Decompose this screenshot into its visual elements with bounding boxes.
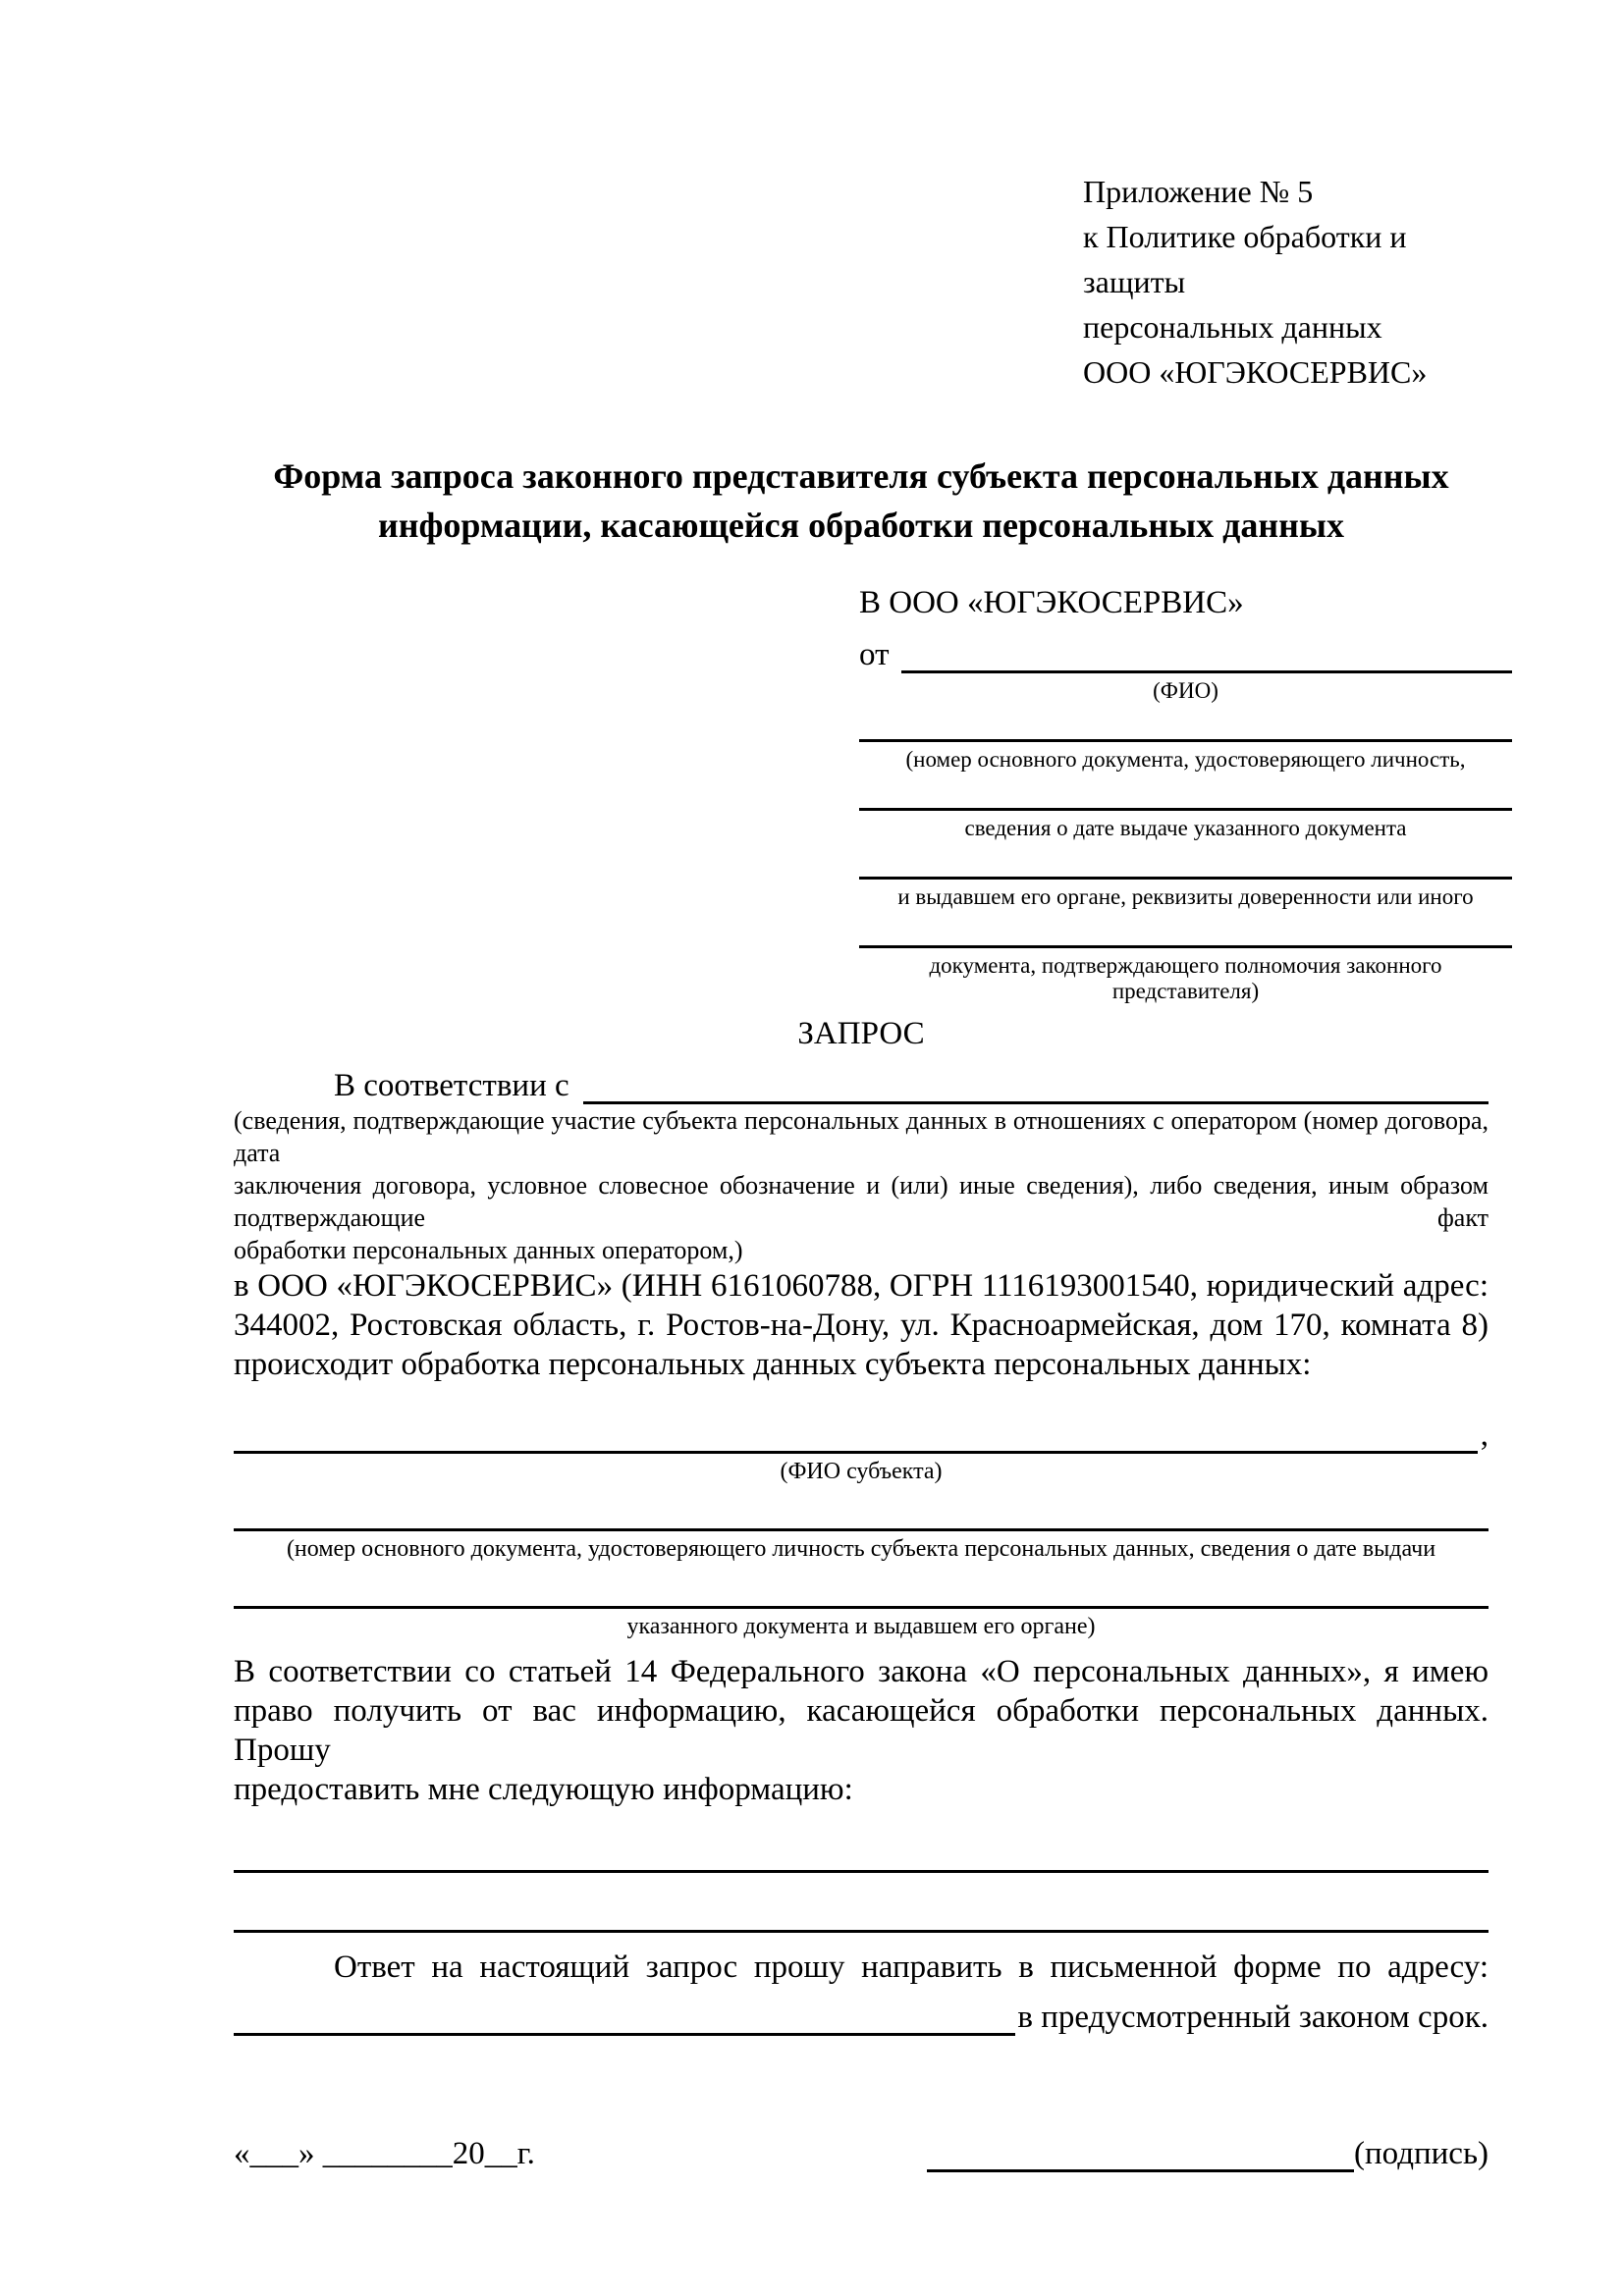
- address-fill-line: [234, 1992, 1015, 2036]
- request-heading: ЗАПРОС: [797, 1016, 925, 1051]
- intro-note-line: (сведения, подтверждающие участие субъекта персональных данных в отношениях с оператором (номер договора, дата: [234, 1106, 1489, 1167]
- page-content: [234, 0, 1489, 2172]
- intro-note-line: заключения договора, условное словесное обозначение и (или) иные сведения), либо сведения, иным образом подтверждающие факт: [234, 1171, 1489, 1232]
- subject-doc-caption: (номер основного документа, удостоверяющего личность субъекта персональных данных, сведения о дате выдачи: [286, 1536, 1436, 1562]
- doc-caption: и выдавшем его органе, реквизиты доверенности или иного: [897, 884, 1474, 909]
- subject-fio-fill-line: [234, 1406, 1478, 1454]
- subject-fio-caption: (ФИО субъекта): [780, 1459, 943, 1484]
- subject-doc-fill-line: [234, 1563, 1489, 1609]
- signature-block: [927, 2130, 1489, 2172]
- document-title-line: Форма запроса законного представителя субъекта персональных данных: [273, 456, 1449, 496]
- law-line: В соответствии со статьей 14 Федерального закона «О персональных данных», я имею: [234, 1654, 1489, 1689]
- subject-doc-fill-line: [234, 1485, 1489, 1531]
- from-label: от: [859, 637, 890, 672]
- subject-fio-row: [234, 1406, 1489, 1454]
- operator-line: в ООО «ЮГЭКОСЕРВИС» (ИНН 6161060788, ОГРН 1116193001540, юридический адрес:: [234, 1268, 1489, 1304]
- operator-line: происходит обработка персональных данных субъекта персональных данных:: [234, 1347, 1312, 1382]
- answer-suffix: в предусмотренный законом срок.: [1017, 2000, 1489, 2035]
- annex-line: Приложение № 5: [1083, 174, 1314, 209]
- footer-row: [234, 2130, 1489, 2172]
- addressee-block: [859, 585, 1512, 1003]
- annex-block: [1083, 169, 1489, 395]
- intro-fill-line: [583, 1062, 1489, 1104]
- intro-note: [234, 1104, 1489, 1266]
- doc-fill-line: [859, 704, 1512, 742]
- doc-fill-line: [859, 841, 1512, 880]
- info-fill-line: [234, 1873, 1489, 1933]
- annex-line: к Политике обработки и защиты: [1083, 219, 1407, 299]
- doc-fill-line: [859, 910, 1512, 948]
- annex-line: ООО «ЮГЭКОСЕРВИС»: [1083, 354, 1428, 390]
- subject-doc-caption: указанного документа и выдавшем его органе): [626, 1614, 1096, 1639]
- doc-caption: сведения о дате выдаче указанного документа: [964, 816, 1407, 840]
- from-row: [859, 633, 1512, 673]
- intro-prefix: В соответствии с: [334, 1068, 569, 1103]
- operator-paragraph: [234, 1266, 1489, 1384]
- addressee-to: В ООО «ЮГЭКОСЕРВИС»: [859, 585, 1244, 620]
- answer-line: Ответ на настоящий запрос прошу направить в письменной форме по адресу:: [334, 1949, 1489, 1985]
- signature-caption: (подпись): [1354, 2136, 1489, 2171]
- doc-caption: документа, подтверждающего полномочия законного представителя): [929, 953, 1442, 1003]
- doc-caption: (номер основного документа, удостоверяющего личность,: [905, 747, 1466, 772]
- law-paragraph: [234, 1652, 1489, 1809]
- annex-line: персональных данных: [1083, 309, 1382, 345]
- intro-note-line: обработки персональных данных оператором,): [234, 1236, 743, 1264]
- law-line: предоставить мне следующую информацию:: [234, 1772, 853, 1807]
- doc-fill-line: [859, 773, 1512, 811]
- answer-address-row: [234, 1992, 1489, 2036]
- signature-fill-line: [927, 2130, 1354, 2172]
- info-fill-line: [234, 1809, 1489, 1873]
- document-title-line: информации, касающейся обработки персональных данных: [378, 506, 1344, 545]
- date-line: «___» ________20__г.: [234, 2136, 535, 2171]
- fio-caption: (ФИО): [1153, 678, 1218, 703]
- fio-fill-line: [901, 633, 1513, 673]
- operator-line: 344002, Ростовская область, г. Ростов-на-Дону, ул. Красноармейская, дом 170, комната 8): [234, 1308, 1489, 1343]
- subject-fio-comma: ,: [1480, 1417, 1489, 1453]
- intro-row: [234, 1062, 1489, 1104]
- law-line: право получить от вас информацию, касающейся обработки персональных данных. Прошу: [234, 1693, 1489, 1768]
- document-title: [234, 452, 1489, 550]
